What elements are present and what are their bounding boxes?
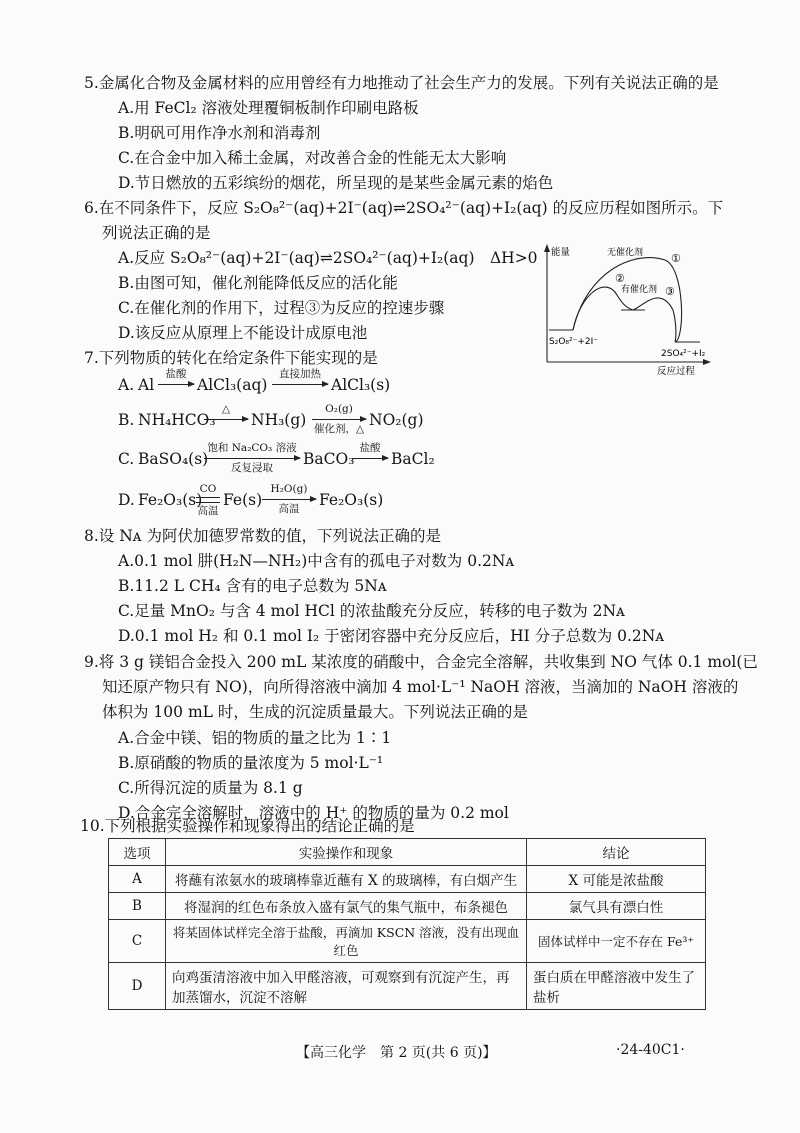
q8-stem: 8.设 Nᴀ 为阿伏加德罗常数的值，下列说法正确的是 <box>84 527 441 545</box>
marker-3: ③ <box>665 285 675 298</box>
label-no-catalyst: 无催化剂 <box>607 248 644 258</box>
q9-option-a: A.合金中镁、铝的物质的量之比为 1∶1 <box>118 729 392 747</box>
footer-page-info: 【高三化学 第 2 页(共 6 页)】 <box>296 1045 497 1061</box>
q7c-reagent-2: 盐酸 <box>359 442 381 454</box>
row-option: B <box>109 893 166 920</box>
q7a-species-1: Al <box>138 376 155 394</box>
q8-option-a: A.0.1 mol 肼(H₂N—NH₂)中含有的孤电子对数为 0.2Nᴀ <box>118 552 515 570</box>
q9-option-d: D.合金完全溶解时，溶液中的 H⁺ 的物质的量为 0.2 mol <box>118 804 509 822</box>
row-operation: 将某固体试样完全溶于盐酸，再滴加 KSCN 溶液，没有出现血红色 <box>166 920 527 963</box>
row-conclusion: 蛋白质在甲醛溶液中发生了盐析 <box>527 963 706 1010</box>
y-axis-arrow <box>544 244 550 252</box>
q7b-reagent-2-top: O₂(g) <box>325 403 353 415</box>
row-option: D <box>109 963 166 1010</box>
reaction-energy-diagram <box>535 240 715 375</box>
q7b-species-2: NH₃(g) <box>251 411 307 429</box>
q7d-reagent-1-top: CO <box>199 483 217 495</box>
row-conclusion: X 可能是浓盐酸 <box>527 866 706 893</box>
q6-option-a: A.反应 S₂O₈²⁻(aq)+2I⁻(aq)⇌2SO₄²⁻(aq)+I₂(aq) ΔH>0 <box>118 249 538 267</box>
q7d-label: D. <box>118 491 135 509</box>
q7c-species-3: BaCl₂ <box>391 450 435 468</box>
q8-option-b: B.11.2 L CH₄ 含有的电子总数为 5Nᴀ <box>118 577 387 595</box>
q9-stem-line2: 知还原产物只有 NO)，向所得溶液中滴加 4 mol·L⁻¹ NaOH 溶液，当滴加的 NaOH 溶液的 <box>102 678 739 696</box>
q6-option-c: C.在催化剂的作用下，过程③为反应的控速步骤 <box>118 299 445 317</box>
q7a-reagent-2: 直接加热 <box>279 368 321 380</box>
row-option: C <box>109 920 166 963</box>
q7-stem: 7.下列物质的转化在给定条件下能实现的是 <box>84 349 378 367</box>
footer-paper-code: ·24-40C1· <box>616 1042 685 1058</box>
table-row <box>109 893 706 920</box>
q7b-reagent-1: △ <box>221 403 231 415</box>
q7d-reagent-2-top: H₂O(g) <box>270 483 308 495</box>
q7b-arrow-1 <box>204 419 248 420</box>
q7a-label: A. <box>118 376 135 394</box>
table-row <box>109 920 706 963</box>
q7a-arrow-1 <box>158 384 194 385</box>
q7a-arrow-2 <box>272 384 328 385</box>
row-operation: 将蘸有浓氨水的玻璃棒靠近蘸有 X 的玻璃棒，有白烟产生 <box>166 866 527 893</box>
q6-stem-line2: 列说法正确的是 <box>102 224 211 242</box>
table-header-row <box>109 839 706 866</box>
q9-option-b: B.原硝酸的物质的量浓度为 5 mol·L⁻¹ <box>118 754 384 772</box>
q8-option-d: D.0.1 mol H₂ 和 0.1 mol I₂ 于密闭容器中充分反应后，HI 分子总数为 0.2Nᴀ <box>118 627 665 645</box>
q7c-species-1: BaSO₄(s) <box>138 450 209 468</box>
x-axis-arrow <box>703 359 711 365</box>
table-row <box>109 866 706 893</box>
y-axis-label: 能量 <box>551 247 571 258</box>
q8-option-c: C.足量 MnO₂ 与含 4 mol HCl 的浓盐酸充分反应，转移的电子数为 2Nᴀ <box>118 602 625 620</box>
q7b-reagent-2-bottom: 催化剂，△ <box>313 423 365 435</box>
row-option: A <box>109 866 166 893</box>
row-operation: 向鸡蛋清溶液中加入甲醛溶液，可观察到有沉淀产生，再加蒸馏水，沉淀不溶解 <box>166 963 527 1010</box>
row-conclusion: 固体试样中一定不存在 Fe³⁺ <box>527 920 706 963</box>
marker-1: ① <box>671 252 681 265</box>
q7d-reagent-1-bottom: 高温 <box>197 505 219 517</box>
q7c-species-2: BaCO₃ <box>303 450 355 468</box>
q7a-species-2: AlCl₃(aq) <box>197 376 268 394</box>
q7a-species-3: AlCl₃(s) <box>331 376 391 394</box>
q7d-reagent-2-bottom: 高温 <box>278 503 300 515</box>
q7a-reagent-1: 盐酸 <box>165 368 187 380</box>
q6-stem-line1: 6.在不同条件下，反应 S₂O₈²⁻(aq)+2I⁻(aq)⇌2SO₄²⁻(aq)+I₂(aq) 的反应历程如图所示。下 <box>84 199 724 217</box>
q7c-reagent-1-top: 饱和 Na₂CO₃ 溶液 <box>207 442 297 454</box>
row-conclusion: 氯气具有漂白性 <box>527 893 706 920</box>
q7d-species-2: Fe(s) <box>223 491 263 509</box>
q7b-label: B. <box>118 411 135 429</box>
q7d-condition-1 <box>196 497 220 503</box>
q7b-species-3: NO₂(g) <box>369 411 424 429</box>
q7d-species-3: Fe₂O₃(s) <box>319 491 384 509</box>
q7c-label: C. <box>118 450 135 468</box>
q6-option-b: B.由图可知，催化剂能降低反应的活化能 <box>118 274 398 292</box>
reactants-label: S₂O₈²⁻+2I⁻ <box>549 337 599 347</box>
q5-option-d: D.节日燃放的五彩缤纷的烟花，所呈现的是某些金属元素的焰色 <box>118 174 554 192</box>
q9-option-c: C.所得沉淀的质量为 8.1 g <box>118 779 303 797</box>
x-axis-label: 反应过程 <box>657 366 696 375</box>
q7d-species-1: Fe₂O₃(s) <box>138 491 203 509</box>
q7c-reagent-1-bottom: 反复浸取 <box>231 462 273 474</box>
q7b-arrow-2 <box>312 419 366 420</box>
label-catalyst: 有催化剂 <box>621 285 658 295</box>
marker-2: ② <box>615 272 625 285</box>
q7d-arrow-2 <box>262 499 316 500</box>
q5-option-c: C.在合金中加入稀土金属，对改善合金的性能无太大影响 <box>118 149 507 167</box>
header-option: 选项 <box>109 839 166 866</box>
q5-option-b: B.明矾可用作净水剂和消毒剂 <box>118 124 321 142</box>
q7b-species-1: NH₄HCO₃ <box>138 411 216 429</box>
products-label: 2SO₄²⁻+I₂ <box>661 349 706 359</box>
q5-stem: 5.金属化合物及金属材料的应用曾经有力地推动了社会生产力的发展。下列有关说法正确的是 <box>84 74 719 92</box>
q9-stem-line3: 体积为 100 mL 时，生成的沉淀质量最大。下列说法正确的是 <box>102 703 528 721</box>
table-row <box>109 963 706 1010</box>
header-operation: 实验操作和现象 <box>166 839 527 866</box>
curve-catalyst <box>573 287 676 342</box>
header-conclusion: 结论 <box>527 839 706 866</box>
q6-option-d: D.该反应从原理上不能设计成原电池 <box>118 324 368 342</box>
q9-stem-line1: 9.将 3 g 镁铝合金投入 200 mL 某浓度的硝酸中，合金完全溶解，共收集到 NO 气体 0.1 mol(已 <box>84 653 758 671</box>
q10-stem: 10.下列根据实验操作和现象得出的结论正确的是 <box>80 817 415 835</box>
row-operation: 将湿润的红色布条放入盛有氯气的集气瓶中，布条褪色 <box>166 893 527 920</box>
q7c-arrow-2 <box>352 458 388 459</box>
q5-option-a: A.用 FeCl₂ 溶液处理覆铜板制作印刷电路板 <box>118 99 419 117</box>
q7c-arrow-1 <box>204 458 300 459</box>
q10-experiment-table <box>108 838 706 1010</box>
